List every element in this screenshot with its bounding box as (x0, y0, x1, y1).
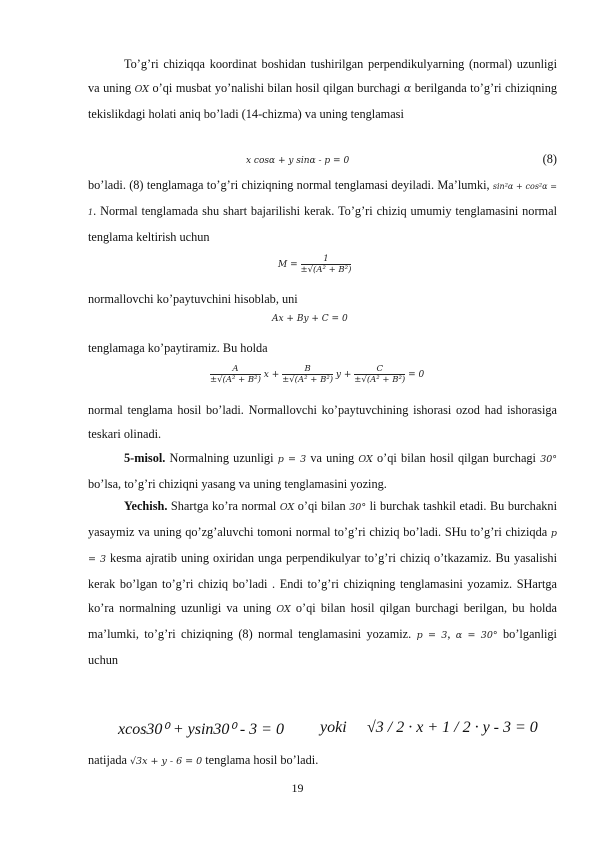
equation-final-or: yoki (320, 719, 347, 736)
final-equation: √3x + y - 6 = 0 (130, 756, 203, 767)
equation-number: (8) (542, 152, 557, 166)
example-label: 5-misol. (124, 451, 166, 465)
equation-final-substituted: xcos30⁰ + ysin30⁰ - 3 = 0 (118, 721, 284, 738)
alpha-symbol: α (403, 82, 412, 95)
equation-general: Ax + By + C = 0 (272, 314, 348, 324)
solution-label: Yechish. (124, 499, 168, 513)
equation-final-fraction-form: √3 / 2 · x + 1 / 2 · y - 3 = 0 (367, 719, 538, 736)
page-number: 19 (291, 781, 304, 795)
equation-normalized: $\frac{A}{\text{±√(A² + B²)}}$ x + $\frac{B}{\text{±√(A² + B²)}}$ y + $\frac{C}{\text{±√(A² + B²)}}$ = 0 (210, 364, 425, 385)
trig-identity: sin²α + cos²α = 1 (88, 182, 557, 217)
paragraph-normal-equation: bo’ladi. (8) tenglamaga to’g’ri chiziqning normal tenglamasi deyiladi. Ma’lumki, sin²α + cos²α = 1. Normal tenglamada shu shart bajarilishi kerak. To’g’ri chiziq umumiy tenglamasini normal tenglama keltirish uchun (88, 178, 557, 244)
paragraph-multiplier: normallovchi ko’paytuvchini hisoblab, uni (88, 292, 298, 306)
paragraph-normal-result: normal tenglama hosil bo’ladi. Normallovchi ko’paytuvchining ishorasi ozod had ishorasiga teskari olinadi. (88, 403, 557, 441)
paragraph-example: 5-misol. Normalning uzunligi p = 3 va uning OX o’qi bilan hosil qilgan burchagi 30° bo’lsa, to’g’ri chiziqni yasang va uning tenglamasini yozing. (88, 451, 558, 491)
ox-symbol: OX (134, 84, 150, 95)
paragraph-solution: Yechish. Shartga ko’ra normal OX o’qi bilan 30° li burchak tashkil etadi. Bu burchakni yasaymiz va uning qo’zg’aluvchi tomoni normal to’g’ri chiziq bo’ladi. SHu to’g’ri chiziqda p = 3 kesma ajratib uning oxiridan unga perpendikulyar to’g’ri chiziq o’tkazamiz. Bu yasalishi kerak bo’lgan to’g’ri chiziq bo’ladi . Endi to’g’ri chiziqning tenglamasini yozamiz. SHartga ko’ra normalning uzunligi va uning OX o’qi bilan hosil qilgan burchagi berilgan, bu holda ma’lumki, to’g’ri chiziqning (8) normal tenglamasini yozamiz. p = 3, α = 30° bo’lganligi uchun (88, 499, 557, 667)
equation-normalizing-factor: M = $\frac{1}{\text{±√(A² + B²)}}$ (278, 254, 352, 275)
paragraph-intro: To’g’ri chiziqqa koordinat boshidan tushirilgan perpendikulyarning (normal) uzunligi va uning OX o’qi musbat yo’nalishi bilan hosil qilgan burchagi α berilganda to’g’ri chiziqning tekislikdagi holati aniq bo’ladi (14-chizma) va uning tenglamasi (88, 57, 557, 121)
paragraph-result: natijada √3x + y - 6 = 0 tenglama hosil bo’ladi. (88, 753, 319, 767)
paragraph-multiply: tenglamaga ko’paytiramiz. Bu holda (88, 341, 268, 355)
equation-normal-form: x cosα + y sinα - p = 0 (246, 156, 350, 166)
